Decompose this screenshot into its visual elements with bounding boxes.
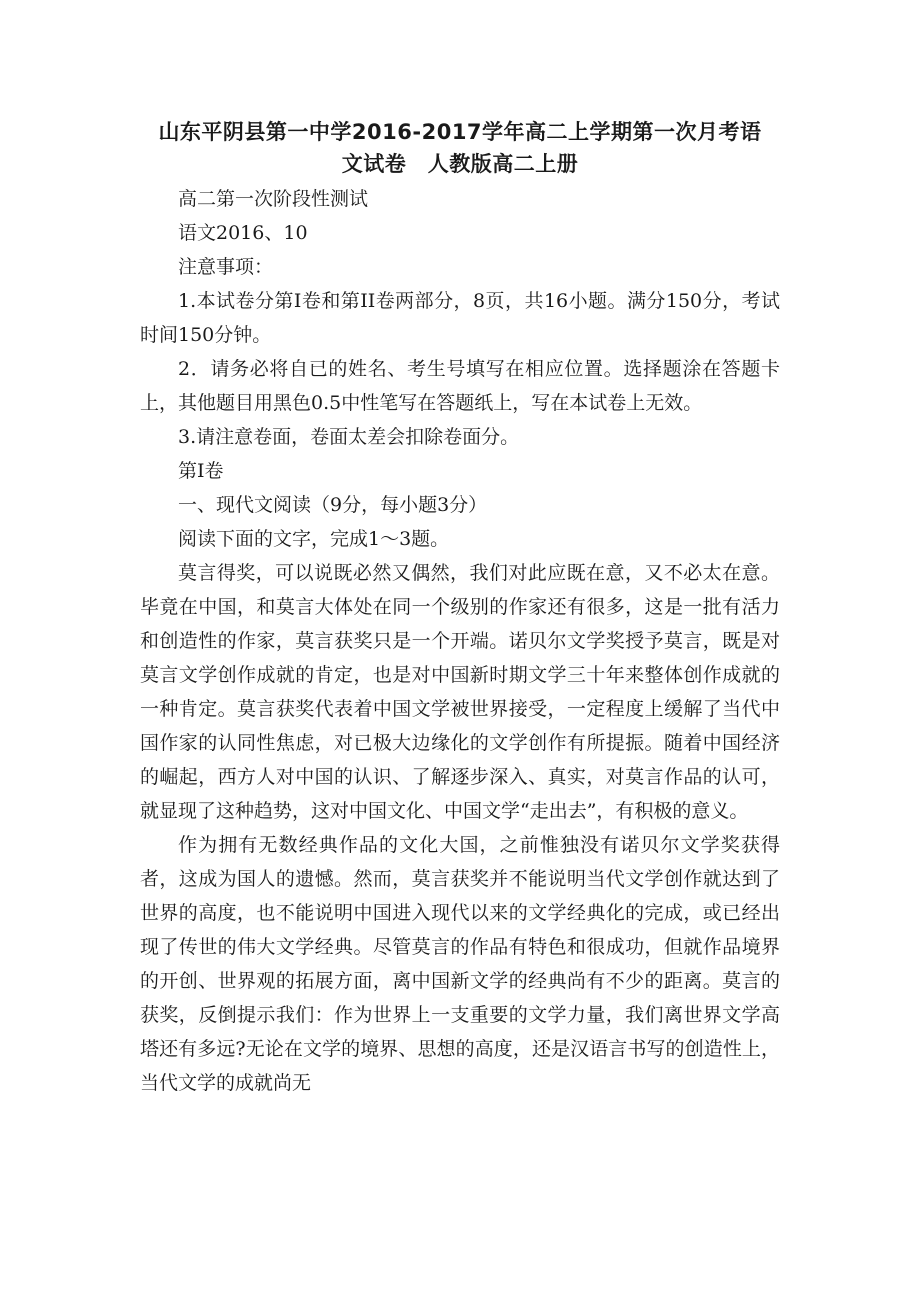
section-heading: 一、现代文阅读（9分，每小题3分） [178,494,488,516]
reading-instruction: 阅读下面的文字，完成1～3题。 [178,528,450,550]
document-title [140,0,780,180]
title-line-2: 文试卷 人教版高二上册 [341,152,579,176]
title-line-1: 山东平阴县第一中学2016-2017学年高二上学期第一次月考语 [158,120,762,144]
heading-stage-test: 高二第一次阶段性测试 [178,188,369,210]
document-page [140,0,780,1100]
notice-item-1: 1.本试卷分第Ⅰ卷和第II卷两部分，8页，共16小题。满分150分，考试时间150分钟。 [140,290,780,346]
notice-item-2: 2．请务必将自已的姓名、考生号填写在相应位置。选择题涂在答题卡上，其他题目用黑色0.5中性笔写在答题纸上，写在本试卷上无效。 [140,358,780,414]
passage-paragraph-2: 作为拥有无数经典作品的文化大国，之前惟独没有诺贝尔文学奖获得者，这成为国人的遗憾。然而，莫言获奖并不能说明当代文学创作就达到了世界的高度，也不能说明中国进入现代以来的文学经典化的完成，或已经出现了传世的伟大文学经典。尽管莫言的作品有特色和很成功，但就作品境界的开创、世界观的拓展方面，离中国新文学的经典尚有不少的距离。莫言的获奖，反倒提示我们：作为世界上一支重要的文学力量，我们离世界文学高塔还有多远?无论在文学的境界、思想的高度，还是汉语言书写的创造性上，当代文学的成就尚无 [140,834,780,1094]
passage-paragraph-1: 莫言得奖，可以说既必然又偶然，我们对此应既在意，又不必太在意。毕竟在中国，和莫言大体处在同一个级别的作家还有很多，这是一批有活力和创造性的作家，莫言获奖只是一个开端。诺贝尔文学奖授予莫言，既是对莫言文学创作成就的肯定，也是对中国新时期文学三十年来整体创作成就的一种肯定。莫言获奖代表着中国文学被世界接受，一定程度上缓解了当代中国作家的认同性焦虑，对已极大边缘化的文学创作有所提振。随着中国经济的崛起，西方人对中国的认识、了解逐步深入、真实，对莫言作品的认可，就显现了这种趋势，这对中国文化、中国文学“走出去”，有积极的意义。 [140,562,780,822]
subject-date: 语文2016、10 [178,222,308,244]
part-one-heading: 第Ⅰ卷 [178,460,224,482]
notice-heading: 注意事项： [178,256,274,278]
notice-item-3: 3.请注意卷面，卷面太差会扣除卷面分。 [178,426,520,448]
document-body [140,182,780,1100]
